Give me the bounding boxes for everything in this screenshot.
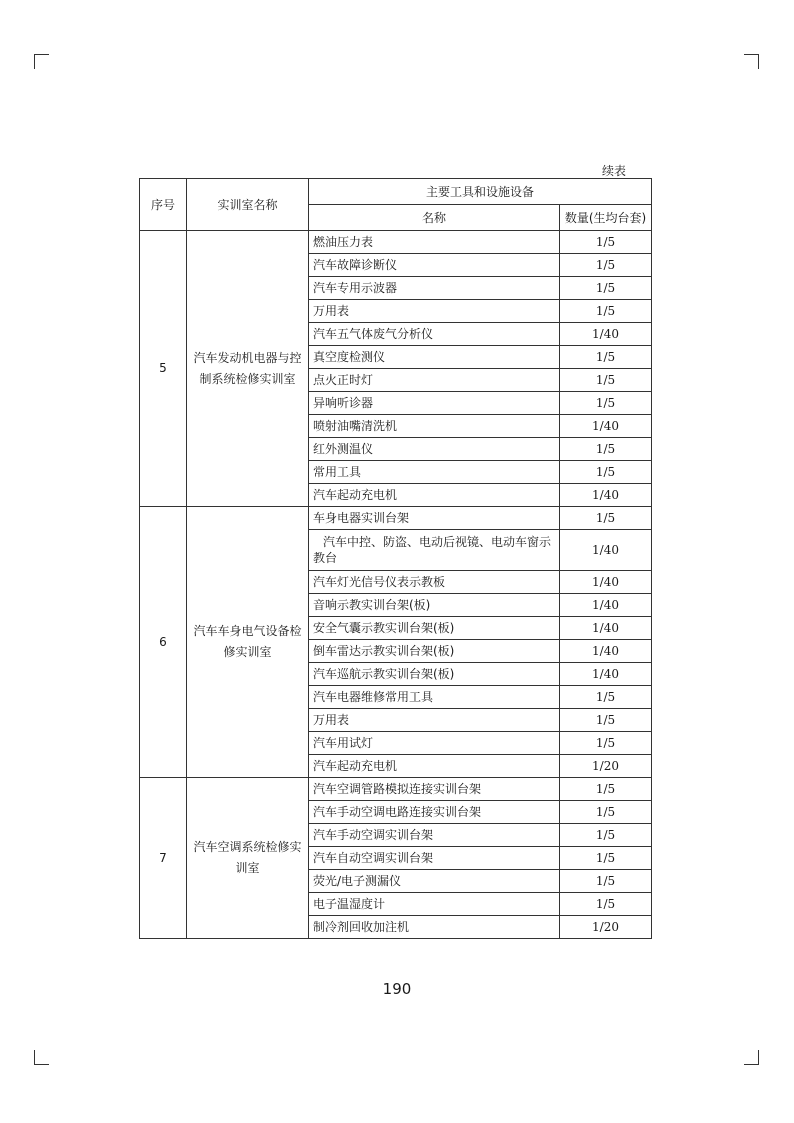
- equipment-name: 汽车自动空调实训台架: [309, 847, 560, 870]
- equipment-name: 点火正时灯: [309, 369, 560, 392]
- equipment-name: 汽车手动空调电路连接实训台架: [309, 801, 560, 824]
- equipment-name: 音响示教实训台架(板): [309, 594, 560, 617]
- equipment-name: 燃油压力表: [309, 231, 560, 254]
- equipment-quantity: 1/5: [560, 686, 652, 709]
- header-no: 序号: [140, 179, 187, 231]
- equipment-name: 汽车起动充电机: [309, 484, 560, 507]
- equipment-name: 喷射油嘴清洗机: [309, 415, 560, 438]
- crop-mark-top-left: [34, 54, 49, 69]
- room-name: 汽车车身电气设备检修实训室: [187, 507, 309, 778]
- equipment-name: 汽车手动空调实训台架: [309, 824, 560, 847]
- equipment-quantity: 1/40: [560, 640, 652, 663]
- equipment-name: 安全气囊示教实训台架(板): [309, 617, 560, 640]
- equipment-name: 汽车中控、防盗、电动后视镜、电动车窗示教台: [309, 530, 560, 571]
- equipment-quantity: 1/5: [560, 392, 652, 415]
- equipment-quantity: 1/20: [560, 916, 652, 939]
- equipment-quantity: 1/40: [560, 530, 652, 571]
- table-row: [140, 231, 652, 254]
- equipment-quantity: 1/5: [560, 801, 652, 824]
- equipment-quantity: 1/5: [560, 438, 652, 461]
- equipment-name: 荧光/电子测漏仪: [309, 870, 560, 893]
- equipment-quantity: 1/5: [560, 824, 652, 847]
- equipment-quantity: 1/5: [560, 870, 652, 893]
- header-qty: 数量(生均台套): [560, 205, 652, 231]
- equipment-quantity: 1/40: [560, 415, 652, 438]
- equipment-quantity: 1/5: [560, 893, 652, 916]
- header-name: 名称: [309, 205, 560, 231]
- equipment-quantity: 1/5: [560, 847, 652, 870]
- equipment-name: 汽车用试灯: [309, 732, 560, 755]
- equipment-name: 汽车灯光信号仪表示教板: [309, 571, 560, 594]
- table-row: [140, 778, 652, 801]
- equipment-quantity: 1/40: [560, 323, 652, 346]
- equipment-quantity: 1/5: [560, 346, 652, 369]
- equipment-quantity: 1/5: [560, 732, 652, 755]
- equipment-name: 汽车电器维修常用工具: [309, 686, 560, 709]
- crop-mark-top-right: [744, 54, 759, 69]
- equipment-name: 汽车五气体废气分析仪: [309, 323, 560, 346]
- table-row: [140, 507, 652, 530]
- group-number: 7: [140, 778, 187, 939]
- equipment-name: 常用工具: [309, 461, 560, 484]
- equipment-name: 万用表: [309, 300, 560, 323]
- group-number: 5: [140, 231, 187, 507]
- group-number: 6: [140, 507, 187, 778]
- equipment-name: 车身电器实训台架: [309, 507, 560, 530]
- equipment-quantity: 1/20: [560, 755, 652, 778]
- equipment-name: 万用表: [309, 709, 560, 732]
- equipment-name: 电子温湿度计: [309, 893, 560, 916]
- equipment-quantity: 1/40: [560, 484, 652, 507]
- header-room: 实训室名称: [187, 179, 309, 231]
- equipment-name: 倒车雷达示教实训台架(板): [309, 640, 560, 663]
- equipment-name: 异响听诊器: [309, 392, 560, 415]
- equipment-name: 汽车空调管路模拟连接实训台架: [309, 778, 560, 801]
- equipment-quantity: 1/5: [560, 461, 652, 484]
- equipment-name: 制冷剂回收加注机: [309, 916, 560, 939]
- header-group: 主要工具和设施设备: [309, 179, 652, 205]
- equipment-quantity: 1/5: [560, 300, 652, 323]
- room-name: 汽车发动机电器与控制系统检修实训室: [187, 231, 309, 507]
- room-name: 汽车空调系统检修实训室: [187, 778, 309, 939]
- equipment-name: 汽车起动充电机: [309, 755, 560, 778]
- equipment-quantity: 1/40: [560, 663, 652, 686]
- page-number: 190: [382, 980, 412, 998]
- equipment-quantity: 1/40: [560, 571, 652, 594]
- equipment-table: [139, 178, 652, 939]
- equipment-quantity: 1/5: [560, 507, 652, 530]
- table-body: [140, 231, 652, 939]
- equipment-quantity: 1/5: [560, 231, 652, 254]
- equipment-name: 汽车巡航示教实训台架(板): [309, 663, 560, 686]
- continued-label: 续表: [602, 164, 627, 178]
- equipment-quantity: 1/40: [560, 594, 652, 617]
- equipment-name: 红外测温仪: [309, 438, 560, 461]
- equipment-quantity: 1/5: [560, 369, 652, 392]
- equipment-quantity: 1/5: [560, 778, 652, 801]
- equipment-quantity: 1/5: [560, 709, 652, 732]
- equipment-name: 汽车故障诊断仪: [309, 254, 560, 277]
- equipment-name: 真空度检测仪: [309, 346, 560, 369]
- crop-mark-bottom-left: [34, 1050, 49, 1065]
- equipment-quantity: 1/5: [560, 277, 652, 300]
- equipment-name: 汽车专用示波器: [309, 277, 560, 300]
- crop-mark-bottom-right: [744, 1050, 759, 1065]
- equipment-quantity: 1/40: [560, 617, 652, 640]
- equipment-quantity: 1/5: [560, 254, 652, 277]
